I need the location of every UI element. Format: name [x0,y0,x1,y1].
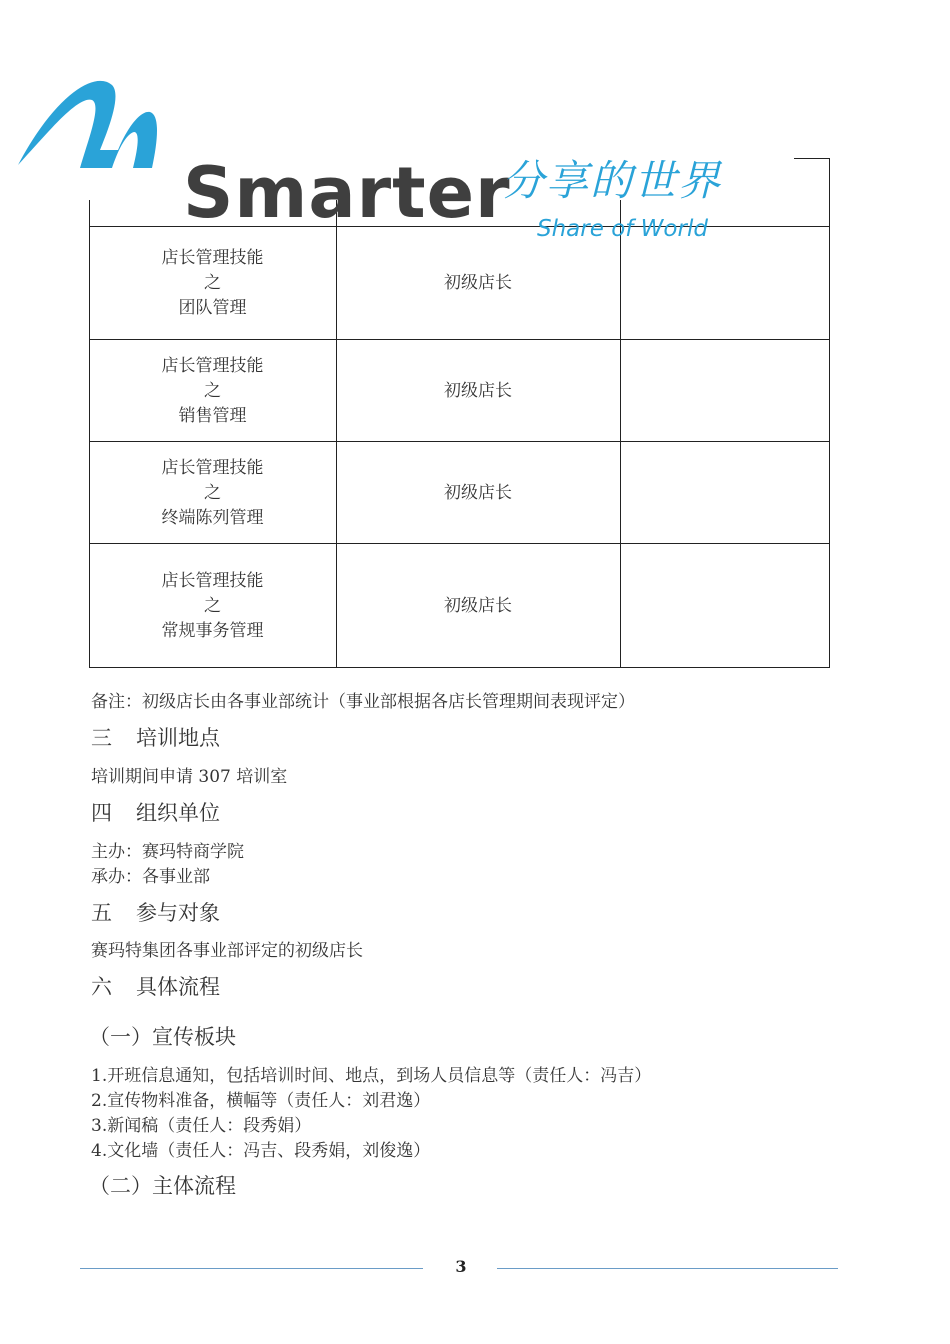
logo-chinese-slogan: 分享的世界 [502,156,723,205]
note-cell [620,442,830,544]
section-number: 四 [91,801,112,825]
table-row [89,339,830,442]
list-item: 2.宣传物料准备，横幅等（责任人：刘君逸） [91,1091,431,1111]
section-number: 三 [91,726,112,750]
section-number: 六 [91,975,112,999]
note-cell [620,227,830,340]
section-number: 五 [91,901,112,925]
table-row [89,543,830,669]
section-title: 培训地点 [136,726,220,750]
subsection-heading: （二）主体流程 [89,1174,236,1198]
course-name-cell [89,340,336,442]
footer-rule-left [80,1268,423,1269]
course-line: 销售管理 [178,405,247,426]
section-title: 具体流程 [136,975,220,999]
course-line: 店长管理技能 [161,248,264,268]
note-cell [620,340,830,442]
section-heading [91,799,220,827]
course-name-cell [89,544,336,669]
course-line: 之 [204,482,221,503]
logo-english-slogan: Share of World [537,216,708,242]
course-line: 之 [204,380,221,401]
section-heading [91,899,220,927]
table-row [89,226,830,340]
note-cell [620,544,830,669]
course-line: 终端陈列管理 [161,507,264,528]
section-title: 组织单位 [136,801,220,825]
list-item: 1.开班信息通知，包括培训时间、地点，到场人员信息等（责任人：冯吉） [91,1066,652,1086]
table-top-border [794,158,830,159]
smarter-swoosh-icon [0,60,190,200]
paragraph: 承办：各事业部 [91,867,210,887]
target-cell: 初级店长 [444,596,512,616]
page-number: 3 [455,1257,467,1276]
course-name-cell [89,442,336,544]
target-cell: 初级店长 [444,482,512,503]
section-title: 参与对象 [136,901,220,925]
course-line: 常规事务管理 [161,621,264,641]
paragraph: 培训期间申请 307 培训室 [91,767,288,787]
course-name-cell [89,227,336,340]
list-item: 4.文化墙（责任人：冯吉、段秀娟，刘俊逸） [91,1141,431,1161]
course-line: 店长管理技能 [161,571,264,591]
course-line: 之 [204,596,221,616]
section-heading [91,724,220,752]
table-remark: 备注：初级店长由各事业部统计（事业部根据各店长管理期间表现评定） [91,692,635,712]
course-line: 店长管理技能 [161,457,264,478]
course-line: 之 [204,273,221,293]
course-table [89,152,830,668]
course-line: 团队管理 [178,298,247,318]
paragraph: 主办：赛玛特商学院 [91,842,244,862]
logo-wordmark: Smarter [183,152,511,234]
table-row [89,441,830,544]
subsection-heading: （一）宣传板块 [89,1025,236,1049]
header-logo [0,60,760,242]
target-cell: 初级店长 [444,273,512,293]
course-line: 店长管理技能 [161,355,264,376]
paragraph: 赛玛特集团各事业部评定的初级店长 [91,941,363,961]
target-cell: 初级店长 [444,380,512,401]
footer-rule-right [497,1268,838,1269]
section-heading [91,973,220,1001]
list-item: 3.新闻稿（责任人：段秀娟） [91,1116,312,1136]
